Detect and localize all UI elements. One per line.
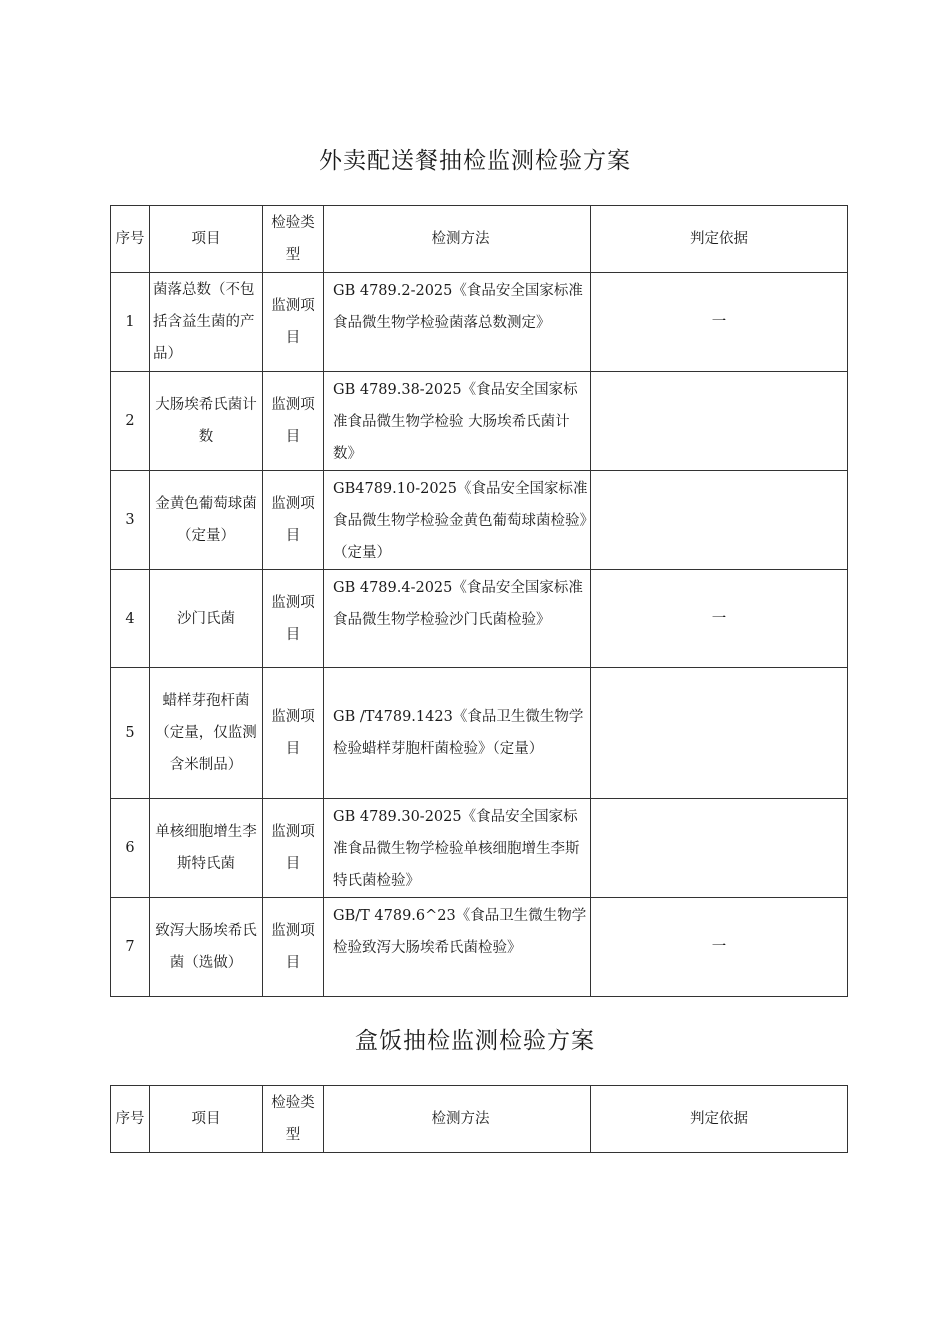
row-seq: 3 — [111, 471, 150, 570]
row-method: GB/T 4789.6^23《食品卫生微生物学检验致泻大肠埃希氏菌检验》 — [324, 898, 591, 997]
row-type: 监测项目 — [263, 668, 324, 799]
row-seq: 5 — [111, 668, 150, 799]
table-row — [111, 273, 848, 372]
row-item: 沙门氏菌 — [150, 570, 263, 668]
row-type: 监测项目 — [263, 570, 324, 668]
row-type: 监测项目 — [263, 471, 324, 570]
row-method: GB 4789.2-2025《食品安全国家标准食品微生物学检验菌落总数测定》 — [324, 273, 591, 372]
table-row — [111, 668, 848, 799]
row-type: 监测项目 — [263, 898, 324, 997]
table-row — [111, 570, 848, 668]
header-basis: 判定依据 — [591, 206, 848, 273]
page-title: 外卖配送餐抽检监测检验方案 — [319, 148, 631, 174]
row-item: 大肠埃希氏菌计数 — [150, 372, 263, 471]
header-method: 检测方法 — [324, 1086, 591, 1153]
row-basis — [591, 668, 848, 799]
table-row — [111, 799, 848, 898]
header-item: 项目 — [150, 206, 263, 273]
row-method: GB /T4789.1423《食品卫生微生物学检验蜡样芽胞杆菌检验》（定量） — [324, 668, 591, 799]
row-method: GB 4789.4-2025《食品安全国家标准食品微生物学检验沙门氏菌检验》 — [324, 570, 591, 668]
header-seq: 序号 — [111, 206, 150, 273]
table-header-row — [111, 1086, 848, 1153]
row-type: 监测项目 — [263, 799, 324, 898]
table-row — [111, 471, 848, 570]
row-method: GB 4789.38-2025《食品安全国家标准食品微生物学检验 大肠埃希氏菌计数》 — [324, 372, 591, 471]
row-item: 致泻大肠埃希氏菌（选做） — [150, 898, 263, 997]
row-seq: 4 — [111, 570, 150, 668]
row-item: 金黄色葡萄球菌（定量） — [150, 471, 263, 570]
row-basis — [591, 372, 848, 471]
header-method: 检测方法 — [324, 206, 591, 273]
table-row — [111, 898, 848, 997]
row-basis: 一 — [591, 273, 848, 372]
row-item: 菌落总数（不包括含益生菌的产品） — [150, 273, 263, 372]
header-type: 检验类型 — [263, 206, 324, 273]
row-item: 蜡样芽孢杆菌（定量，仅监测含米制品） — [150, 668, 263, 799]
row-method: GB4789.10-2025《食品安全国家标准食品微生物学检验金黄色葡萄球菌检验》（定量） — [324, 471, 591, 570]
row-basis — [591, 799, 848, 898]
header-type: 检验类型 — [263, 1086, 324, 1153]
row-seq: 7 — [111, 898, 150, 997]
row-basis: 一 — [591, 570, 848, 668]
section-title: 盒饭抽检监测检验方案 — [355, 1028, 595, 1054]
row-seq: 6 — [111, 799, 150, 898]
row-seq: 2 — [111, 372, 150, 471]
header-item: 项目 — [150, 1086, 263, 1153]
inspection-table — [110, 205, 848, 997]
table-header-row — [111, 206, 848, 273]
row-type: 监测项目 — [263, 372, 324, 471]
row-basis: 一 — [591, 898, 848, 997]
row-method: GB 4789.30-2025《食品安全国家标准食品微生物学检验单核细胞增生李斯特氏菌检验》 — [324, 799, 591, 898]
row-type: 监测项目 — [263, 273, 324, 372]
row-basis — [591, 471, 848, 570]
header-seq: 序号 — [111, 1086, 150, 1153]
inspection-table-2 — [110, 1085, 848, 1153]
header-basis: 判定依据 — [591, 1086, 848, 1153]
table-row — [111, 372, 848, 471]
row-item: 单核细胞增生李斯特氏菌 — [150, 799, 263, 898]
row-seq: 1 — [111, 273, 150, 372]
